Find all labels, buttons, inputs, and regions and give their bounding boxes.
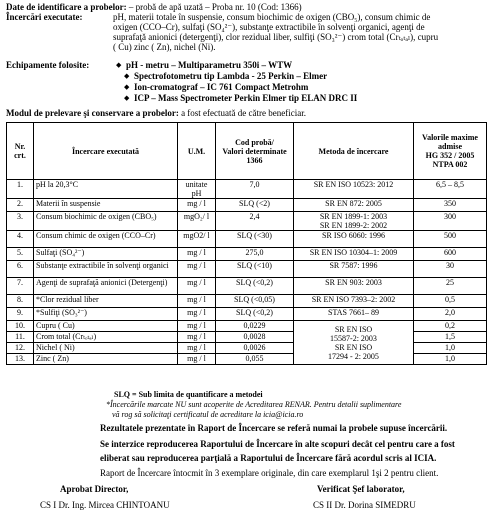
approved-by-name: CS I Dr. Ing. Mircea CHINTOANU xyxy=(40,500,170,510)
cell-nr: 8. xyxy=(7,295,34,308)
cell-um: mg / l xyxy=(178,321,216,332)
reproduction-note-line-2: eliberat sau reproducerea parţială a Raportului de Încercare fără acordul scris al ICIA. xyxy=(100,453,437,463)
sample-id-value: – probă de apă uzată – Proba nr. 10 (Cod: 1366) xyxy=(126,2,302,12)
table-row xyxy=(7,321,487,332)
cell-um: mg / l xyxy=(178,295,216,308)
cell-um: mg / l xyxy=(178,199,216,212)
method-line: 17294 - 2: 2005 xyxy=(328,351,379,361)
table-row xyxy=(7,278,487,295)
code-header-line: Valori determinate xyxy=(222,146,287,156)
cell-method: SR EN 872: 2005 xyxy=(294,199,414,212)
equipment-item: Spectrofotometru tip Lambda - 25 Perkin – Elmer xyxy=(134,71,328,81)
cell-limit: 30 xyxy=(414,261,487,278)
sampling-line xyxy=(6,108,306,118)
cell-limit: 6,5 – 8,5 xyxy=(414,180,487,199)
cell-nr: 2. xyxy=(7,199,34,212)
cell-um: mg / l xyxy=(178,354,216,365)
code-header-line: Cod probă/ xyxy=(235,137,274,147)
equipment-item: ICP – Mass Spectrometer Perkin Elmer tip ELAN DRC II xyxy=(134,93,358,103)
cell-test: Consum biochimic de oxigen (CBO₅) xyxy=(34,212,178,231)
tests-line-4: ( Cu) zinc ( Zn), nichel (Ni). xyxy=(113,42,216,52)
cell-method: SR ISO 6060: 1996 xyxy=(294,231,414,248)
cell-value: SLQ (<0,2) xyxy=(216,308,294,321)
tests-line-2: oxigen (CCO–Cr), sulfaţi (SO₄²⁻), substanţe extractibile în solvenţi organici, agenţi de xyxy=(113,22,425,32)
approved-by-title: Aprobat Director, xyxy=(60,484,129,494)
cell-nr: 11. xyxy=(7,332,34,343)
table-row xyxy=(7,261,487,278)
reproduction-note-line-1: Se interzice reproducerea Raportului de Încercare în alte scopuri decât cel pentru care a fost xyxy=(100,439,455,449)
cell-limit: 350 xyxy=(414,199,487,212)
cell-test: Nichel ( Ni) xyxy=(34,343,178,354)
col-header-code xyxy=(216,123,294,180)
table-row xyxy=(7,295,487,308)
sample-id-label: Date de identificare a probelor: xyxy=(6,2,127,12)
cell-limit: 0,5 xyxy=(414,295,487,308)
slq-note: SLQ = Sub limita de quantificare a metodei xyxy=(114,390,263,399)
sample-id-line xyxy=(6,2,302,12)
equipment-item: Ion-cromatograf – IC 761 Compact Metrohm xyxy=(134,82,309,92)
cell-nr: 12. xyxy=(7,343,34,354)
cell-test: Substanţe extractibile în solvenţi organici xyxy=(34,261,178,278)
cell-um: mgO₂/ l xyxy=(178,212,216,231)
cell-limit: 1,0 xyxy=(414,354,487,365)
method-line: SR EN 1899-2: 2002 xyxy=(319,221,388,230)
cell-test: Sulfaţi (SO₄²⁻) xyxy=(34,248,178,261)
cell-method: SR EN ISO 10304–1: 2009 xyxy=(294,248,414,261)
cell-method: SR EN 903: 2003 xyxy=(294,278,414,295)
cell-value: SLQ (<30) xyxy=(216,231,294,248)
cell-value: 2,4 xyxy=(216,212,294,231)
cell-test: pH la 20,3°C xyxy=(34,180,178,199)
sampling-value: a fost efectuată de către beneficiar. xyxy=(178,108,306,118)
limits-header-line: HG 352 / 2005 xyxy=(425,151,475,160)
table-row xyxy=(7,248,487,261)
renar-note-line-2: vă rog să solicitaţi certificatul de acreditare la icia@icia.ro xyxy=(112,410,304,419)
cell-test: Agenţi de suprafaţă anionici (Detergenţi) xyxy=(34,278,178,295)
col-header-limits xyxy=(414,123,487,180)
cell-method: SR EN ISO 7393–2: 2002 xyxy=(294,295,414,308)
cell-method: SR 7587: 1996 xyxy=(294,261,414,278)
results-table xyxy=(6,122,487,365)
cell-nr: 9. xyxy=(7,308,34,321)
cell-um: mgO2/ l xyxy=(178,231,216,248)
table-row xyxy=(7,231,487,248)
table-row xyxy=(7,354,487,365)
col-header-um: U.M. xyxy=(178,123,216,180)
sampling-label: Modul de prelevare şi conservare a probelor: xyxy=(6,108,179,118)
cell-limit: 500 xyxy=(414,231,487,248)
cell-value: SLQ (<0,2) xyxy=(216,278,294,295)
cell-test: Consum chimic de oxigen (CCO–Cr) xyxy=(34,231,178,248)
cell-test: *Clor rezidual liber xyxy=(34,295,178,308)
col-header-nr: Nr. crt. xyxy=(7,123,34,180)
cell-nr: 13. xyxy=(7,354,34,365)
bullet-icon: ◆ xyxy=(124,83,130,91)
cell-limit: 600 xyxy=(414,248,487,261)
cell-value: 275,0 xyxy=(216,248,294,261)
renar-note-line-1: *Încercările marcate NU sunt acoperite de Acreditarea RENAR. Pentru detalii suplimentare xyxy=(106,400,402,409)
cell-value: SLQ (<0,05) xyxy=(216,295,294,308)
cell-limit: 0,2 xyxy=(414,321,487,332)
cell-nr: 1. xyxy=(7,180,34,199)
col-header-test: Încercare executată xyxy=(34,123,178,180)
cell-nr: 10. xyxy=(7,321,34,332)
cell-nr: 5. xyxy=(7,248,34,261)
cell-value: SLQ (<10) xyxy=(216,261,294,278)
cell-method-merged xyxy=(294,321,414,365)
cell-value: 7,0 xyxy=(216,180,294,199)
table-header-row xyxy=(7,123,487,180)
equipment-item: pH - metru – Multiparametru 350i – WTW xyxy=(126,60,293,70)
tests-label: Încercări executate: xyxy=(6,12,83,22)
results-scope-note: Rezultatele prezentate în Raport de Încercare se referă numai la probele supuse încercării. xyxy=(100,423,448,433)
method-line: SR EN 1899-1: 2003 xyxy=(319,212,388,221)
table-row xyxy=(7,308,487,321)
limits-header-line: Valorile maxime xyxy=(422,133,478,142)
cell-limit: 1,5 xyxy=(414,332,487,343)
cell-um: mg / l xyxy=(178,261,216,278)
method-line: 15587-2: 2003 xyxy=(330,333,377,343)
table-row xyxy=(7,343,487,354)
cell-limit: 25 xyxy=(414,278,487,295)
cell-method: SR EN ISO 10523: 2012 xyxy=(294,180,414,199)
cell-nr: 7. xyxy=(7,278,34,295)
cell-limit: 2,0 xyxy=(414,308,487,321)
method-line: SR EN ISO xyxy=(334,342,373,352)
verified-by-title: Verificat Şef laborator, xyxy=(317,484,405,494)
cell-test: Crom total (Crₜₒₜₐₗ) xyxy=(34,332,178,343)
bullet-icon: ◆ xyxy=(116,61,122,69)
cell-um: mg / l xyxy=(178,332,216,343)
limits-header-line: NTPA 002 xyxy=(432,160,468,169)
cell-um: mg / l xyxy=(178,308,216,321)
limits-header-line: admise xyxy=(438,142,462,151)
table-row xyxy=(7,212,487,231)
cell-test: Zinc ( Zn) xyxy=(34,354,178,365)
cell-method xyxy=(294,212,414,231)
cell-nr: 6. xyxy=(7,261,34,278)
cell-nr: 4. xyxy=(7,231,34,248)
cell-value: SLQ (<2) xyxy=(216,199,294,212)
table-row xyxy=(7,180,487,199)
verified-by-name: CS II Dr. Dorina SIMEDRU xyxy=(313,500,416,510)
tests-line-3: suprafaţă anionici (detergenţi), clor rezidual liber, sulfiţi (SO₃²⁻) crom total (Crₜₒₜₐₗ), cupru xyxy=(113,32,439,42)
equipment-label: Echipamente folosite: xyxy=(6,60,90,70)
copies-note: Raport de Încercare întocmit în 3 exemplare originale, din care exemplarul 1şi 2 pentru client. xyxy=(100,468,439,478)
cell-um: unitate pH xyxy=(178,180,216,199)
bullet-icon: ◆ xyxy=(124,72,130,80)
cell-test: *Sulfiţi (SO₃²⁻) xyxy=(34,308,178,321)
cell-method: STAS 7661– 89 xyxy=(294,308,414,321)
table-row xyxy=(7,199,487,212)
code-header-line: 1366 xyxy=(246,155,263,165)
cell-test: Materii în suspensie xyxy=(34,199,178,212)
cell-value: 0,055 xyxy=(216,354,294,365)
cell-um: mg / l xyxy=(178,278,216,295)
cell-test: Cupru ( Cu) xyxy=(34,321,178,332)
cell-limit: 1,0 xyxy=(414,343,487,354)
col-header-method: Metoda de încercare xyxy=(294,123,414,180)
table-row xyxy=(7,332,487,343)
cell-um: mg / l xyxy=(178,343,216,354)
cell-value: 0,0229 xyxy=(216,321,294,332)
cell-nr: 3. xyxy=(7,212,34,231)
cell-value: 0,0026 xyxy=(216,343,294,354)
bullet-icon: ◆ xyxy=(124,94,130,102)
tests-line-1: pH, materii totale în suspensie, consum biochimic de oxigen (CBO₅), consum chimic de xyxy=(113,12,431,22)
cell-value: 0,0028 xyxy=(216,332,294,343)
cell-limit: 300 xyxy=(414,212,487,231)
cell-um: mg / l xyxy=(178,248,216,261)
method-line: SR EN ISO xyxy=(334,324,373,334)
